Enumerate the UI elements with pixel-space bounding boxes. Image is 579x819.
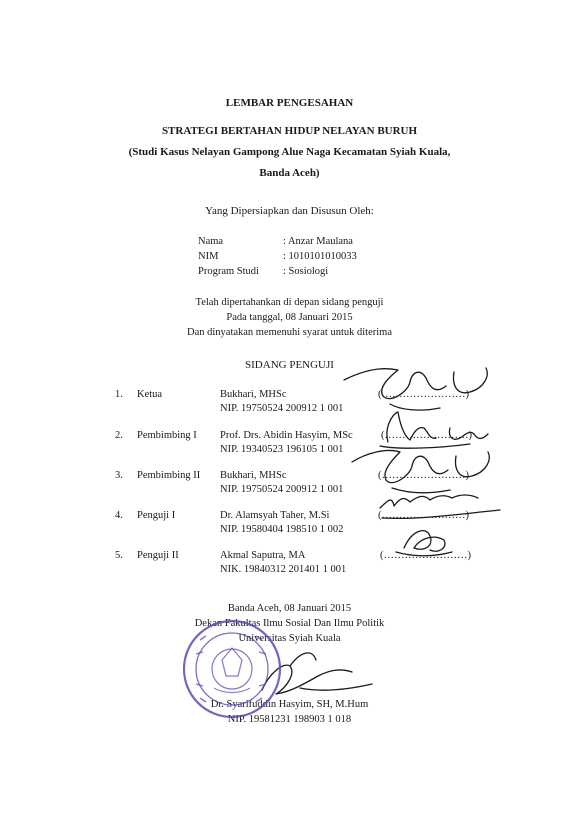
signature-line: (……………………) <box>381 430 472 441</box>
committee-role: Ketua <box>137 389 163 400</box>
signature-line: (……………………) <box>378 470 469 481</box>
committee-role: Penguji II <box>137 550 179 561</box>
thesis-title: STRATEGI BERTAHAN HIDUP NELAYAN BURUH <box>161 125 418 137</box>
committee-member-name: Bukhari, MHSc <box>220 389 287 400</box>
dean-university: Universitas Syiah Kuala <box>238 633 341 644</box>
committee-title: SIDANG PENGUJI <box>245 359 334 371</box>
defense-line2: Pada tanggal, 08 Januari 2015 <box>226 312 353 323</box>
committee-member-id: NIP. 19340523 196105 1 001 <box>220 444 344 455</box>
committee-role: Pembimbing I <box>137 430 197 441</box>
committee-member-id: NIP. 19750524 200912 1 001 <box>220 403 344 414</box>
place-date: Banda Aceh, 08 Januari 2015 <box>227 603 352 614</box>
committee-member-id: NIK. 19840312 201401 1 001 <box>220 564 347 575</box>
student-name-label: Nama <box>198 236 224 247</box>
signature-line: (……………………) <box>380 550 471 561</box>
defense-line3: Dan dinyatakan memenuhi syarat untuk diterima <box>187 327 392 338</box>
student-name-value: : Anzar Maulana <box>283 236 353 247</box>
committee-member-id: NIP. 19580404 198510 1 002 <box>220 524 344 535</box>
committee-number: 3. <box>115 470 123 481</box>
page-title: LEMBAR PENGESAHAN <box>225 97 354 109</box>
student-nim-value: : 1010101010033 <box>283 251 357 262</box>
committee-number: 1. <box>115 389 123 400</box>
committee-member-name: Dr. Alamsyah Taher, M.Si <box>220 510 330 521</box>
committee-role: Pembimbing II <box>137 470 201 481</box>
dean-name: Dr. Syarifuddin Hasyim, SH, M.Hum <box>210 699 369 710</box>
committee-member-name: Prof. Drs. Abidin Hasyim, MSc <box>220 430 353 441</box>
prepared-by-text: Yang Dipersiapkan dan Disusun Oleh: <box>205 205 374 217</box>
signature-line: (……………………) <box>378 510 469 521</box>
dean-id: NIP. 19581231 198903 1 018 <box>227 714 352 725</box>
defense-line1: Telah dipertahankan di depan sidang penguji <box>195 297 384 308</box>
committee-role: Penguji I <box>137 510 176 521</box>
committee-number: 2. <box>115 430 123 441</box>
committee-member-id: NIP. 19750524 200912 1 001 <box>220 484 344 495</box>
committee-member-name: Akmal Saputra, MA <box>220 550 306 561</box>
signature-line: (……………………) <box>378 389 469 400</box>
student-nim-label: NIM <box>198 251 219 262</box>
committee-number: 4. <box>115 510 123 521</box>
student-prodi-label: Program Studi <box>198 266 259 277</box>
dean-faculty: Dekan Fakultas Ilmu Sosial Dan Ilmu Politik <box>194 618 385 629</box>
signature-dean <box>262 653 372 694</box>
committee-member-name: Bukhari, MHSc <box>220 470 287 481</box>
student-prodi-value: : Sosiologi <box>283 266 329 277</box>
thesis-subtitle-line2: Banda Aceh) <box>259 167 320 179</box>
committee-number: 5. <box>115 550 123 561</box>
thesis-subtitle-line1: (Studi Kasus Nelayan Gampong Alue Naga Kecamatan Syiah Kuala, <box>128 146 451 158</box>
